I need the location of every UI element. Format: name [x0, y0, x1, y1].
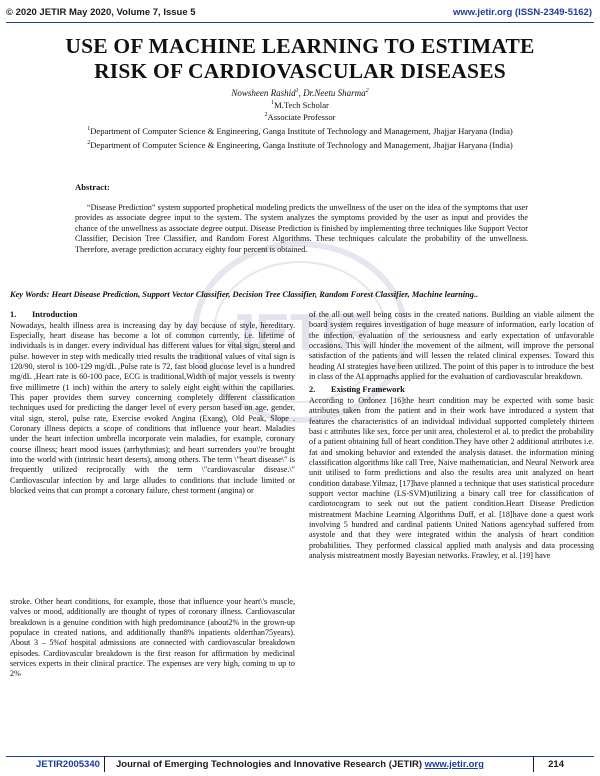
intro-paragraph-continued: stroke. Other heart conditions, for example, those that influence your heart\'s muscle, valves or mood, additionally are thought of types of coronary illness. Cardiovascular breakdown is a genuine condition with high predominance (about2% in the grown-up populace in created nations, and additionally than8% inpatients olderthan75years). About 3 – 5%of hospital admissions are connected with cardiovascular breakdown episodes. Cardiovascular breakdown is the first reason for affirmation by medicinal services experts in their clinical practice. The expenses are very high, coming to up to 2%: [10, 597, 295, 679]
watermark-text: JETIR: [226, 304, 374, 362]
article-id: JETIR2005340: [36, 759, 100, 770]
dept-1-sup: 1: [87, 126, 91, 133]
paper-title: [0, 34, 600, 84]
dept-2-sup: 2: [87, 140, 91, 147]
title-line-1: USE OF MACHINE LEARNING TO ESTIMATE: [65, 34, 535, 58]
section-1-number: 1.: [10, 310, 17, 319]
dept-1-text: Department of Computer Science & Engineering, Ganga Institute of Technology and Management, Jhajjar Haryana (India): [90, 126, 513, 136]
author-2-sup: 2: [365, 88, 369, 94]
intro-paragraph: Nowadays, health illness area is increasing day by day because of style, hereditary. Especially, heart disease has become a lot of common currently, i.e. lifetime of individuals is in danger. every individual has different values for vital sign, sterol and pulse. however in step with medically tried results the traditional values of vital sign is 120/90, sterol is 100-129 mg/dL ,Pulse rate is 72, fast blood glucose level is a hundred mg/dL ,Heart rate is 60-100 pace, ECG is traditional,Width of major vessels is twenty five millimetre (1 inch) within the artery to solely eight eight within the capillaries. This paper provides them survey concerning completely different classification techniques used for predicting the danger level of every person based on age, gender, vital sign, sterol, pulse rate, Exercise evoked Angina (Exang), Old Peak, Slope . Coronary illness depicts a scope of conditions that influence your heart. Maladies under the heart infection umbrella incorporate vein maladies, for example, coronary course illness; heart mood issues (arrhythmias); and heart surrenders you\'re brought into the world with (intrinsic heart deserts), among others. The term \"heart disease\" is frequently utilized reciprocally with the term \"cardiovascular disease.\" Cardiovascular infection by and large alludes to conditions that include limited or blocked veins that can prompt a coronary failure, chest torment (angina) or: [10, 320, 295, 495]
role-1-sup: 1: [271, 100, 275, 107]
section-2-title: Existing Framework: [331, 385, 405, 395]
journal-url-issn[interactable]: www.jetir.org (ISSN-2349-5162): [452, 7, 592, 18]
left-column-top: [10, 310, 295, 496]
footer-separator: [533, 756, 534, 772]
page-number: 214: [548, 759, 564, 770]
footer-website-link[interactable]: www.jetir.org: [424, 759, 484, 770]
abstract-heading: Abstract:: [75, 182, 110, 192]
role-1-text: M.Tech Scholar: [274, 100, 329, 110]
affiliation-1: [0, 126, 600, 137]
running-footer: [6, 759, 594, 773]
running-header: [0, 3, 600, 21]
affiliation-2: [0, 140, 600, 151]
author-role-1: [0, 100, 600, 111]
footer-journal: [116, 759, 484, 770]
role-2-text: Associate Professor: [267, 112, 336, 122]
keywords: Key Words: Heart Disease Prediction, Support Vector Classifier, Decision Tree Classifier, Random Forest Classifier, Machine learning..: [10, 290, 479, 299]
intro-paragraph-end: of the all out well being costs in the created nations. Building an viable ailment the board system requires investigation of huge measure of information, early location of the infection, evaluation of the seriousness and early expectation of unfavorable occasions. This will hinder the movement of the ailment, will improve the personal satisfaction of the patients and will lessen the related clinical expenses. Toward this heading AI strategies have been utilized. The point of this paper is to introduce the best in class of the AI approachs applied for the evaluation of cardiovascular breakdown.: [309, 310, 594, 382]
section-1-title: Introduction: [32, 310, 78, 319]
author-role-2: [0, 112, 600, 123]
author-1: Nowsheen Rashid: [231, 88, 296, 98]
existing-framework-paragraph: According to Ordonez [16]the heart condition may be expected with some basic attributes taken from the patient and in their work have introduced a system that features the characteristics of an individual individual supported completely thirteen basi c attributes like sex, force per unit area, cholesterol et al. to predict the probability of a patient obtaining full of heart condition.They have other 2 additional attributes i.e. fat and smoking behavior and extended the analysis dataset. the information mining classification algorithms like call Tree, Naive mathematician, and Neural Network area unit utilised to form predictions and also the results area unit analyzed on heart condition database.Yilmaz, [17]have planned a technique that uses statistical procedure support vector machine (LS-SVM)utilizing a binary call tree for classification of cardiotocogram to seek out out the patient condition.Heart Disease Prediction mistreatment Machine Learning Algorithms Duff, et al. [18]have done a quest work involving 5 hundred and cardinal patients United Nations agencyhad suffered from asystole and that they were integrated within the analysis of heart condition probabilities. They performed classical applied math analysis and data processing analysis mistreatment mostly Bayesian networks. Frawley, et al. [19] have: [309, 395, 594, 561]
dept-2-text: Department of Computer Science & Engineering, Ganga Institute of Technology and Management, Jhajjar Haryana (India): [90, 140, 513, 150]
author-line: [0, 88, 600, 99]
journal-name: Journal of Emerging Technologies and Innovative Research (JETIR): [116, 759, 422, 770]
author-2: , Dr.Neetu Sharma: [298, 88, 366, 98]
journal-issue-info: © 2020 JETIR May 2020, Volume 7, Issue 5: [6, 7, 196, 18]
section-heading-introduction: [10, 310, 295, 321]
footer-separator: [104, 756, 105, 772]
role-2-sup: 2: [264, 112, 268, 119]
title-line-2: RISK OF CARDIOVASCULAR DISEASES: [94, 59, 506, 83]
right-column: [309, 310, 594, 561]
author-1-sup: 1: [295, 88, 299, 94]
header-rule: [6, 22, 594, 23]
abstract-body: “Disease Prediction” system supported prophetical modeling predicts the unwellness of the user on the idea of the symptoms that user provides as associate degree input to the system. The system analyzes the symptoms provided by the user as input and provides the chance of the unwellness as associate degree output. Disease Prediction is finished by implementing three techniques like Support Vector Classifier, Decision Tree Classifier, and Random Forest Algorithms. These techniques calculate the probability of the unwellness. Therefore, average prediction accuracy eighty four percent is obtained.: [75, 203, 528, 254]
left-column-bottom: [10, 597, 295, 680]
section-2-number: 2.: [309, 385, 316, 395]
section-heading-existing-framework: [309, 385, 594, 396]
footer-rule: [6, 756, 594, 757]
